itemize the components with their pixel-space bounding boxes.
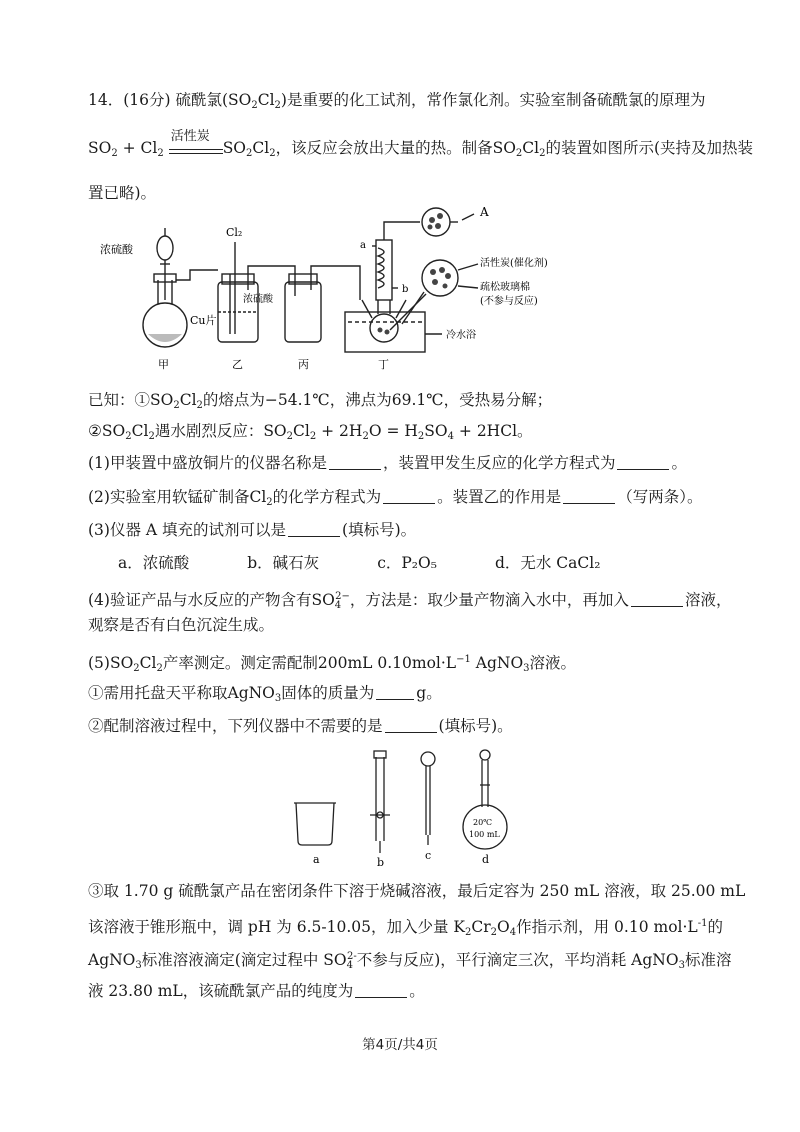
label-conc-acid: 浓硫酸	[100, 243, 133, 256]
flask-volume: 100 mL	[469, 830, 500, 839]
question-5: $(5)SO_2Cl_2$产率测定。测定需配制200mL $0.10mol\cdot L^{-1}$ AgNO$_3$溶液。	[88, 654, 577, 674]
answer-blank[interactable]	[563, 489, 615, 504]
instrument-label-b: b	[377, 856, 385, 869]
question-5-2: ②配制溶液过程中，下列仪器中不需要的是 (填标号)。	[88, 717, 513, 735]
label-yi: 乙	[232, 358, 243, 371]
question-3: (3)仪器 A 填充的试剂可以是 (填标号)。	[88, 521, 417, 539]
option-b: b．碱石灰	[247, 554, 320, 572]
label-cold-bath: 冷水浴	[446, 330, 476, 341]
question-4: (4)验证产品与水反应的产物含有$SO_4^{2-}$，方法是：取少量产物滴入水中，再加入 溶液，	[88, 591, 732, 611]
question-5-1: ①需用托盘天平称取AgNO$_3$固体的质量为 g。	[88, 684, 442, 704]
question-5-3-line4: 液 23.80 mL，该硫酰氯产品的纯度为 。	[88, 982, 425, 1000]
label-ding: 丁	[378, 358, 389, 371]
apparatus-diagram	[90, 200, 570, 380]
option-a: a．浓硫酸	[118, 554, 190, 572]
question-5-3-line3: AgNO$_3$标准溶液滴定(滴定过程中 $SO_4^{2-}$不参与反应)，平行滴定三次，平均消耗 AgNO$_3$标准溶	[88, 951, 732, 971]
instrument-label-c: c	[425, 849, 432, 862]
label-conc-acid-2: 浓硫酸	[243, 294, 273, 305]
label-glass-wool: 疏松玻璃棉	[480, 282, 530, 293]
label-port-b: b	[402, 284, 409, 295]
answer-blank[interactable]	[288, 522, 340, 537]
label-jia: 甲	[158, 358, 169, 371]
label-cl2: Cl₂	[226, 226, 243, 239]
question-1: (1)甲装置中盛放铜片的仪器名称是 ，装置甲发生反应的化学方程式为 。	[88, 454, 687, 472]
option-c: c．P₂O₅	[377, 554, 437, 572]
label-bing: 丙	[298, 358, 309, 371]
label-glass-wool-note: (不参与反应)	[480, 296, 538, 307]
known-2: $②SO_2Cl_2$遇水剧烈反应：$SO_2Cl_2 + 2H_2O = H_2SO_4 + 2HCl$。	[88, 422, 533, 442]
answer-blank[interactable]	[383, 489, 435, 504]
instrument-label-d: d	[482, 853, 490, 866]
answer-blank[interactable]	[631, 592, 683, 607]
answer-blank[interactable]	[385, 718, 437, 733]
answer-blank[interactable]	[376, 685, 414, 700]
q14-line3: 置已略)。	[88, 184, 157, 202]
page-footer: 第4页/共4页	[362, 1037, 438, 1053]
option-d: d．无水 CaCl₂	[494, 554, 601, 572]
question-4-cont: 观察是否有白色沉淀生成。	[88, 616, 275, 634]
question-2: (2)实验室用软锰矿制备$Cl_2$的化学方程式为 。装置乙的作用是 （写两条）。	[88, 488, 703, 508]
label-cu: Cu片	[190, 314, 217, 327]
catalyst-arrow: 活性炭	[169, 138, 223, 160]
answer-blank[interactable]	[355, 983, 407, 998]
label-port-a: a	[360, 240, 366, 251]
q14-equation: $SO_2 + Cl_2$ 活性炭 $SO_2Cl_2$，该反应会放出大量的热。制备$SO_2Cl_2$的装置如图所示(夹持及加热装	[88, 129, 754, 159]
question-5-3-line1: ③取 1.70 g 硫酰氯产品在密闭条件下溶于烧碱溶液，最后定容为 250 mL 溶液，取 25.00 mL	[88, 882, 746, 900]
flask-temp: 20℃	[473, 818, 493, 827]
question-3-options	[118, 552, 758, 574]
answer-blank[interactable]	[329, 455, 381, 470]
instruments-figure	[280, 745, 520, 870]
answer-blank[interactable]	[617, 455, 669, 470]
question-5-3-line2: 该溶液于锥形瓶中，调 pH 为 6.5-10.05，加入少量 $K_2Cr_2O_4$作指示剂，用 0.10 $mol\cdot L^{-1}$的	[88, 918, 723, 938]
instrument-label-a: a	[313, 853, 320, 866]
q14-title: 14．(16分) 硫酰氯$(SO_2Cl_2)$是重要的化工试剂，常作氯化剂。实验室制备硫酰氯的原理为	[88, 91, 706, 111]
label-a: A	[480, 205, 489, 219]
known-1: 已知：$①SO_2Cl_2$的熔点为−54.1℃，沸点为69.1℃，受热易分解；	[88, 391, 553, 411]
label-carbon: 活性炭(催化剂)	[480, 258, 548, 269]
